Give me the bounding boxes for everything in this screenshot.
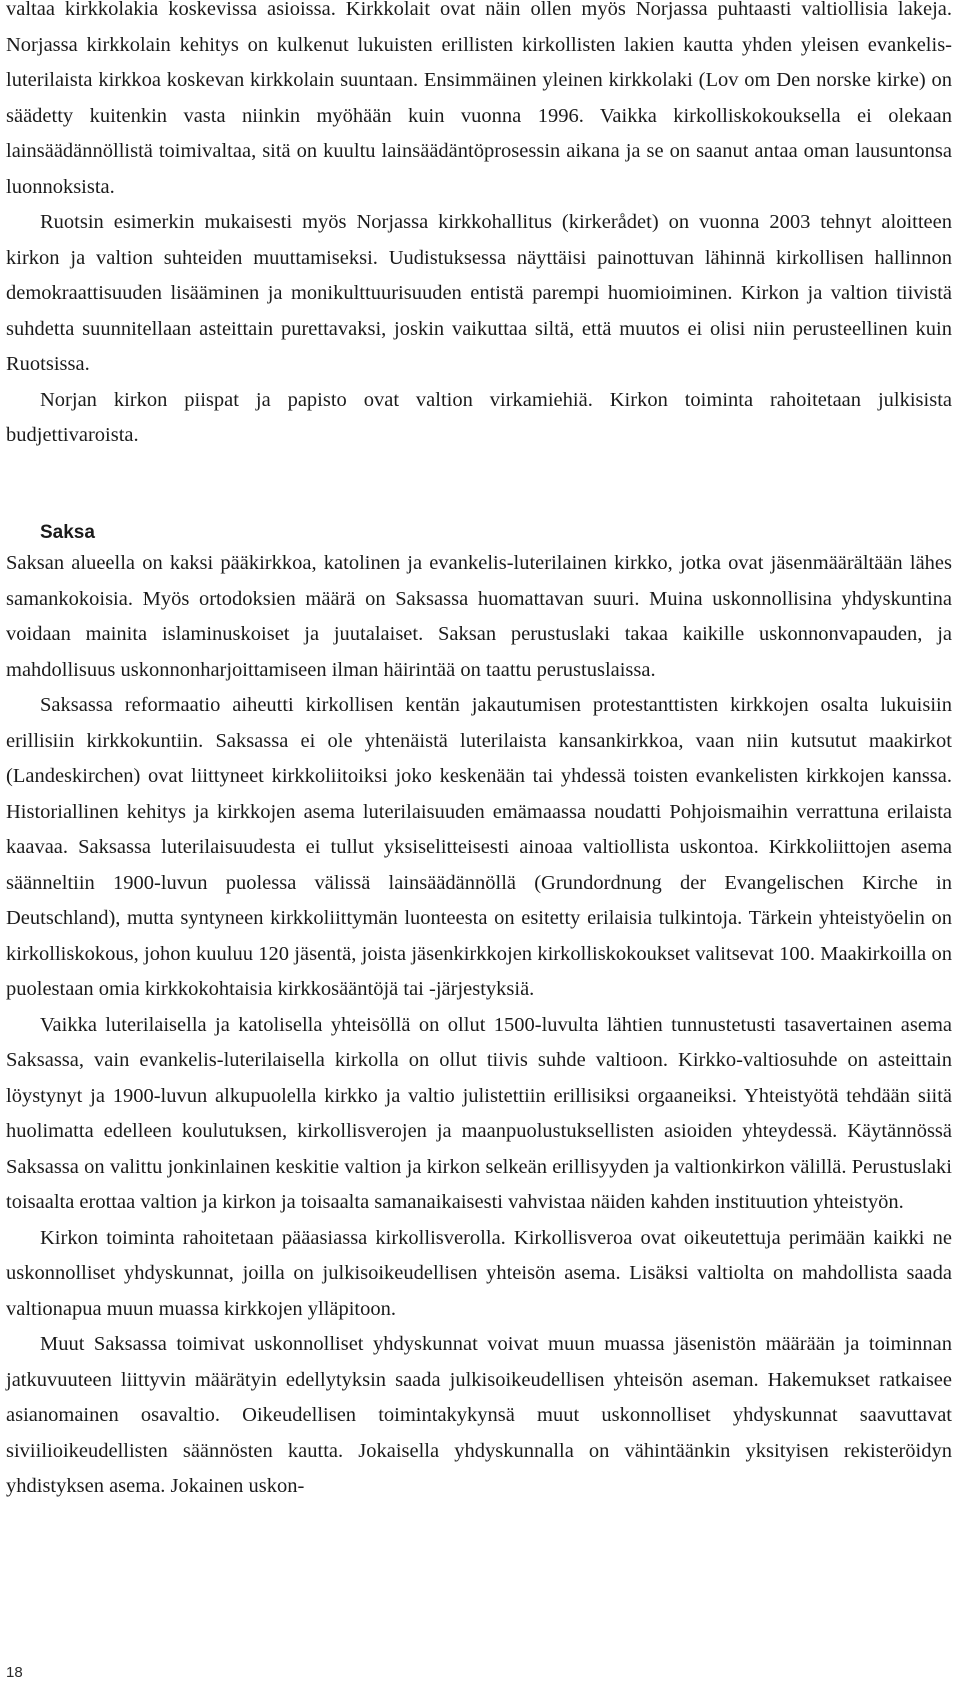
section-heading: Saksa xyxy=(40,522,95,543)
paragraph: Norjan kirkon piispat ja papisto ovat valtion virkamiehiä. Kirkon toiminta rahoitetaan julkisista budjettivaroista. xyxy=(6,388,952,446)
paragraph: Vaikka luterilaisella ja katolisella yhteisöllä on ollut 1500-luvulta lähtien tunnustetusti tasavertainen asema Saksassa, vain evankelis-luterilaisella kirkolla on ollut tiivis suhde valtioon. Kirkko-valtiosuhde on asteittain löystynyt ja 1900-luvun alkupuolella kirkko ja valtio julistettiin erillisiksi orgaaneiksi. Yhteistyötä tehdään siitä huolimatta edelleen koulutuksen, kirkollisverojen ja maanpuolustuksellisten asioiden yhteydessä. Käytännössä Saksassa on valittu jonkinlainen keskitie valtion ja kirkon selkeän erillisyyden ja valtionkirkon välillä. Perustuslaki toisaalta erottaa valtion ja kirkon ja toisaalta samanaikaisesti vahvistaa näiden kahden instituution yhteistyön. xyxy=(6,1013,952,1213)
paragraph: Kirkon toiminta rahoitetaan pääasiassa kirkollisverolla. Kirkollisveroa ovat oikeutettuja perimään kaikki ne uskonnolliset yhdyskunnat, joilla on julkisoikeudellisen yhteisön asema. Lisäksi valtiolta on mahdollista saada valtionapua muun muassa kirkkojen ylläpitoon. xyxy=(6,1226,952,1320)
paragraph: valtaa kirkkolakia koskevissa asioissa. Kirkkolait ovat näin ollen myös Norjassa puhtaasti valtiollisia lakeja. Norjassa kirkkolain kehitys on kulkenut lukuisten erillisten kirkollisten lakien kautta yhden yleisen evankelis-luterilaista kirkkoa koskevan kirkkolain suuntaan. Ensimmäinen yleinen kirkkolaki (Lov om Den norske kirke) on säädetty kuitenkin vasta niinkin myöhään kuin vuonna 1996. Vaikka kirkolliskokouksella ei olekaan lainsäädännöllistä toimivaltaa, sitä on kuultu lainsäädäntöprosessin aikana ja se on saanut antaa oman lausuntonsa luonnoksista. xyxy=(6,0,952,198)
body-text-norway xyxy=(6,0,952,454)
body-text-germany xyxy=(6,546,952,1505)
page-number: 18 xyxy=(6,1664,23,1681)
paragraph: Muut Saksassa toimivat uskonnolliset yhdyskunnat voivat muun muassa jäsenistön määrään ja toiminnan jatkuvuuteen liittyvin määrätyin edellytyksin saada julkisoikeudellisen yhteisön aseman. Hakemukset ratkaisee asianomainen osavaltio. Oikeudellisen toimintakykynsä muut uskonnolliset yhdyskunnat saavuttavat siviilioikeudellisten säännösten kautta. Jokaisella yhdyskunnalla on vähintäänkin yksityisen rekisteröidyn yhdistyksen asema. Jokainen uskon- xyxy=(6,1333,952,1497)
paragraph: Ruotsin esimerkin mukaisesti myös Norjassa kirkkohallitus (kirkerådet) on vuonna 2003 tehnyt aloitteen kirkon ja valtion suhteiden muuttamiseksi. Uudistuksessa näyttäisi painottuvan lähinnä kirkollisen hallinnon demokraattisuuden lisääminen ja monikulttuurisuuden entistä parempi huomioiminen. Kirkon ja valtion tiivistä suhdetta suunnitellaan asteittain purettavaksi, joskin vaikuttaa siltä, että muutos ei olisi niin perusteellinen kuin Ruotsissa. xyxy=(6,211,952,375)
paragraph: Saksassa reformaatio aiheutti kirkollisen kentän jakautumisen protestanttisten kirkkojen osalta lukuisiin erillisiin kirkkokuntiin. Saksassa ei ole yhtenäistä luterilaista kansankirkkoa, vaan niin kutsutut maakirkot (Landeskirchen) ovat liittyneet kirkkoliitoiksi joko keskenään tai yhdessä toisten evankelisten kirkkojen kanssa. Historiallinen kehitys ja kirkkojen asema luterilaisuuden emämaassa noudatti Pohjoismaihin verrattuna erilaista kaavaa. Saksassa luterilaisuudesta ei tullut yksiselitteisesti ainoaa valtiollista uskontoa. Kirkkoliittojen asema säänneltiin 1900-luvun puolessa välissä lainsäädännöllä (Grundordnung der Evangelischen Kirche in Deutschland), mutta syntyneen kirkkoliittymän luonteesta on esitetty erilaisia tulkintoja. Tärkein yhteistyöelin on kirkolliskokous, johon kuuluu 120 jäsentä, joista jäsenkirkkojen kirkolliskokoukset valitsevat 100. Maakirkoilla on puolestaan omia kirkkokohtaisia kirkkosääntöjä tai -järjestyksiä. xyxy=(6,694,952,1000)
paragraph: Saksan alueella on kaksi pääkirkkoa, katolinen ja evankelis-luterilainen kirkko, jotka ovat jäsenmäärältään lähes samankokoisia. Myös ortodoksien määrä on Saksassa huomattavan suuri. Muina uskonnollisina yhdyskuntina voidaan mainita islaminuskoiset ja juutalaiset. Saksan perustuslaki takaa kaikille uskonnonvapauden, ja mahdollisuus uskonnonharjoittamiseen ilman häirintää on taattu perustuslaissa. xyxy=(6,552,952,681)
